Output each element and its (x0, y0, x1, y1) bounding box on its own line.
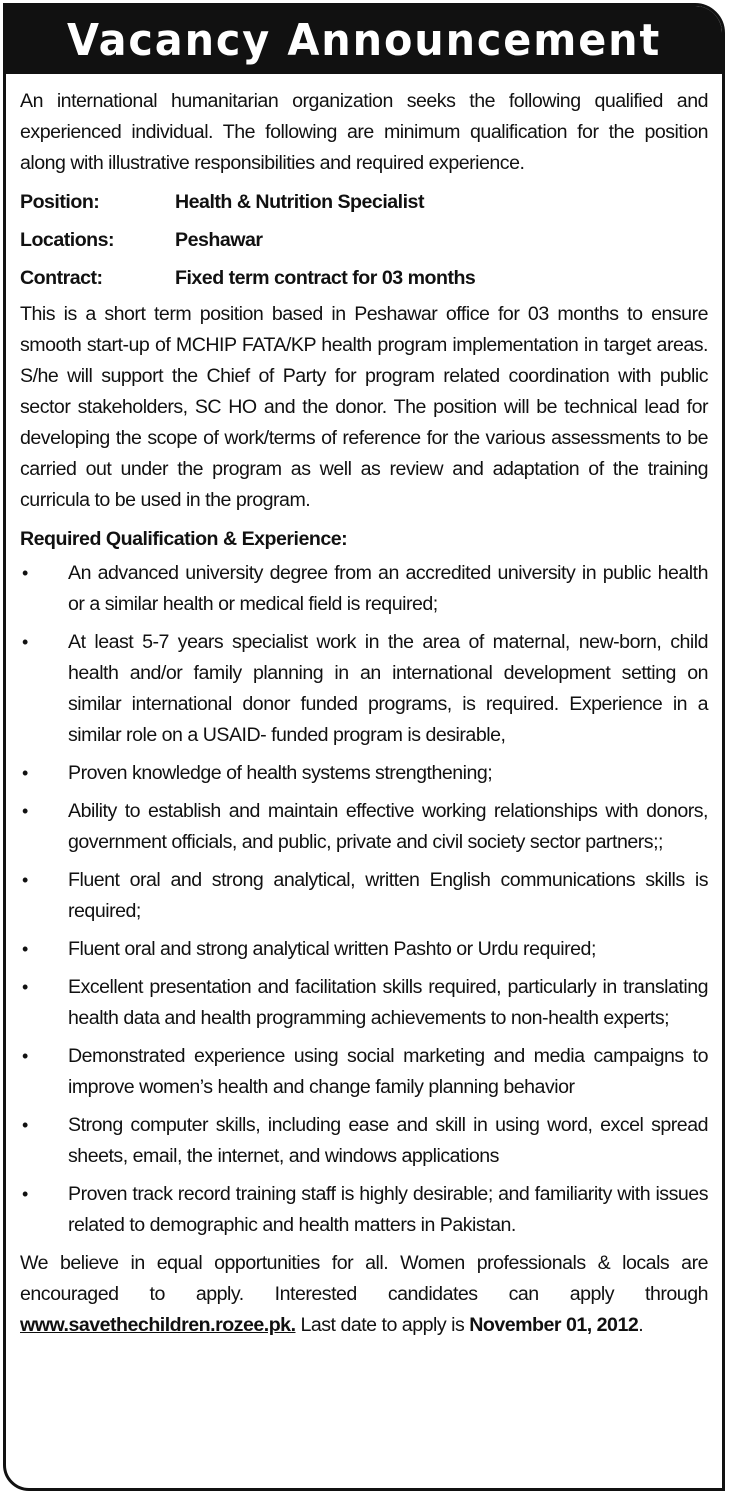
list-item (20, 796, 708, 858)
qualification-text: Strong computer skills, including ease and skill in using word, excel spread sheets, email, the internet, and windows applications (68, 1114, 708, 1167)
position-label: Position: (20, 191, 100, 213)
qualification-text: Proven track record training staff is highly desirable; and familiarity with issues related to demographic and health matters in Pakistan. (68, 1183, 708, 1236)
bullet-icon: • (22, 870, 28, 890)
qualification-text: Fluent oral and strong analytical written Pashto or Urdu required; (68, 938, 596, 960)
position-field (20, 183, 708, 221)
list-item (20, 1179, 708, 1241)
location-label: Locations: (20, 229, 115, 251)
qualification-text: At least 5-7 years specialist work in the area of maternal, new-born, child health and/or family planning in an international development setting on similar international donor funded programs, is required. Experience in a similar role on a USAID- funded program is desirable, (68, 631, 708, 746)
bullet-icon: • (22, 1046, 28, 1066)
qualifications-heading: Required Qualification & Experience: (20, 528, 348, 550)
bullet-icon: • (22, 1115, 28, 1135)
announcement-frame (3, 3, 725, 1491)
bullet-icon: • (22, 1184, 28, 1204)
location-field (20, 221, 708, 259)
qualification-text: Ability to establish and maintain effective working relationships with donors, government officials, and public, private and civil society sector partners;; (68, 800, 708, 853)
list-item (20, 627, 708, 751)
qualification-text: An advanced university degree from an accredited university in public health or a similar health or medical field is required; (68, 562, 708, 615)
deadline-text: Last date to apply is (300, 1314, 465, 1336)
list-item (20, 865, 708, 927)
list-item (20, 934, 708, 965)
closing-paragraph (20, 1248, 708, 1341)
list-item (20, 558, 708, 620)
page-title: Vacancy Announcement (66, 14, 662, 66)
bullet-icon: • (22, 939, 28, 959)
qualifications-list (20, 558, 708, 1241)
qualification-text: Proven knowledge of health systems strengthening; (68, 762, 493, 784)
list-item (20, 972, 708, 1034)
location-value: Peshawar (175, 229, 263, 251)
qualification-text: Excellent presentation and facilitation skills required, particularly in translating health data and health programming achievements to non-health experts; (68, 976, 708, 1029)
qualification-text: Demonstrated experience using social marketing and media campaigns to improve women’s health and change family planning behavior (68, 1045, 708, 1098)
position-value: Health & Nutrition Specialist (175, 191, 424, 213)
announcement-body (6, 74, 722, 1341)
bullet-icon: • (22, 632, 28, 652)
closing-period: . (638, 1314, 644, 1336)
bullet-icon: • (22, 763, 28, 783)
qualification-text: Fluent oral and strong analytical, written English communications skills is required; (68, 869, 708, 922)
list-item (20, 758, 708, 789)
bullet-icon: • (22, 977, 28, 997)
apply-link[interactable]: www.savethechildren.rozee.pk. (20, 1314, 296, 1336)
header-banner (6, 6, 722, 74)
closing-text: We believe in equal opportunities for all. Women professionals & locals are encouraged to apply. Interested candidates can apply through (20, 1252, 708, 1305)
contract-field (20, 259, 708, 297)
list-item (20, 1041, 708, 1103)
intro-paragraph: An international humanitarian organization seeks the following qualified and experienced individual. The following are minimum qualification for the position along with illustrative responsibilities and required experience. (20, 90, 708, 174)
bullet-icon: • (22, 801, 28, 821)
list-item (20, 1110, 708, 1172)
bullet-icon: • (22, 563, 28, 583)
description-paragraph: This is a short term position based in Peshawar office for 03 months to ensure smooth start-up of MCHIP FATA/KP health program implementation in target areas. S/he will support the Chief of Party for program related coordination with public sector stakeholders, SC HO and the donor. The position will be technical lead for developing the scope of work/terms of reference for the various assessments to be carried out under the program as well as review and adaptation of the training curricula to be used in the program. (20, 303, 708, 511)
contract-label: Contract: (20, 267, 103, 289)
contract-value: Fixed term contract for 03 months (175, 267, 476, 289)
deadline-date: November 01, 2012 (469, 1314, 639, 1336)
